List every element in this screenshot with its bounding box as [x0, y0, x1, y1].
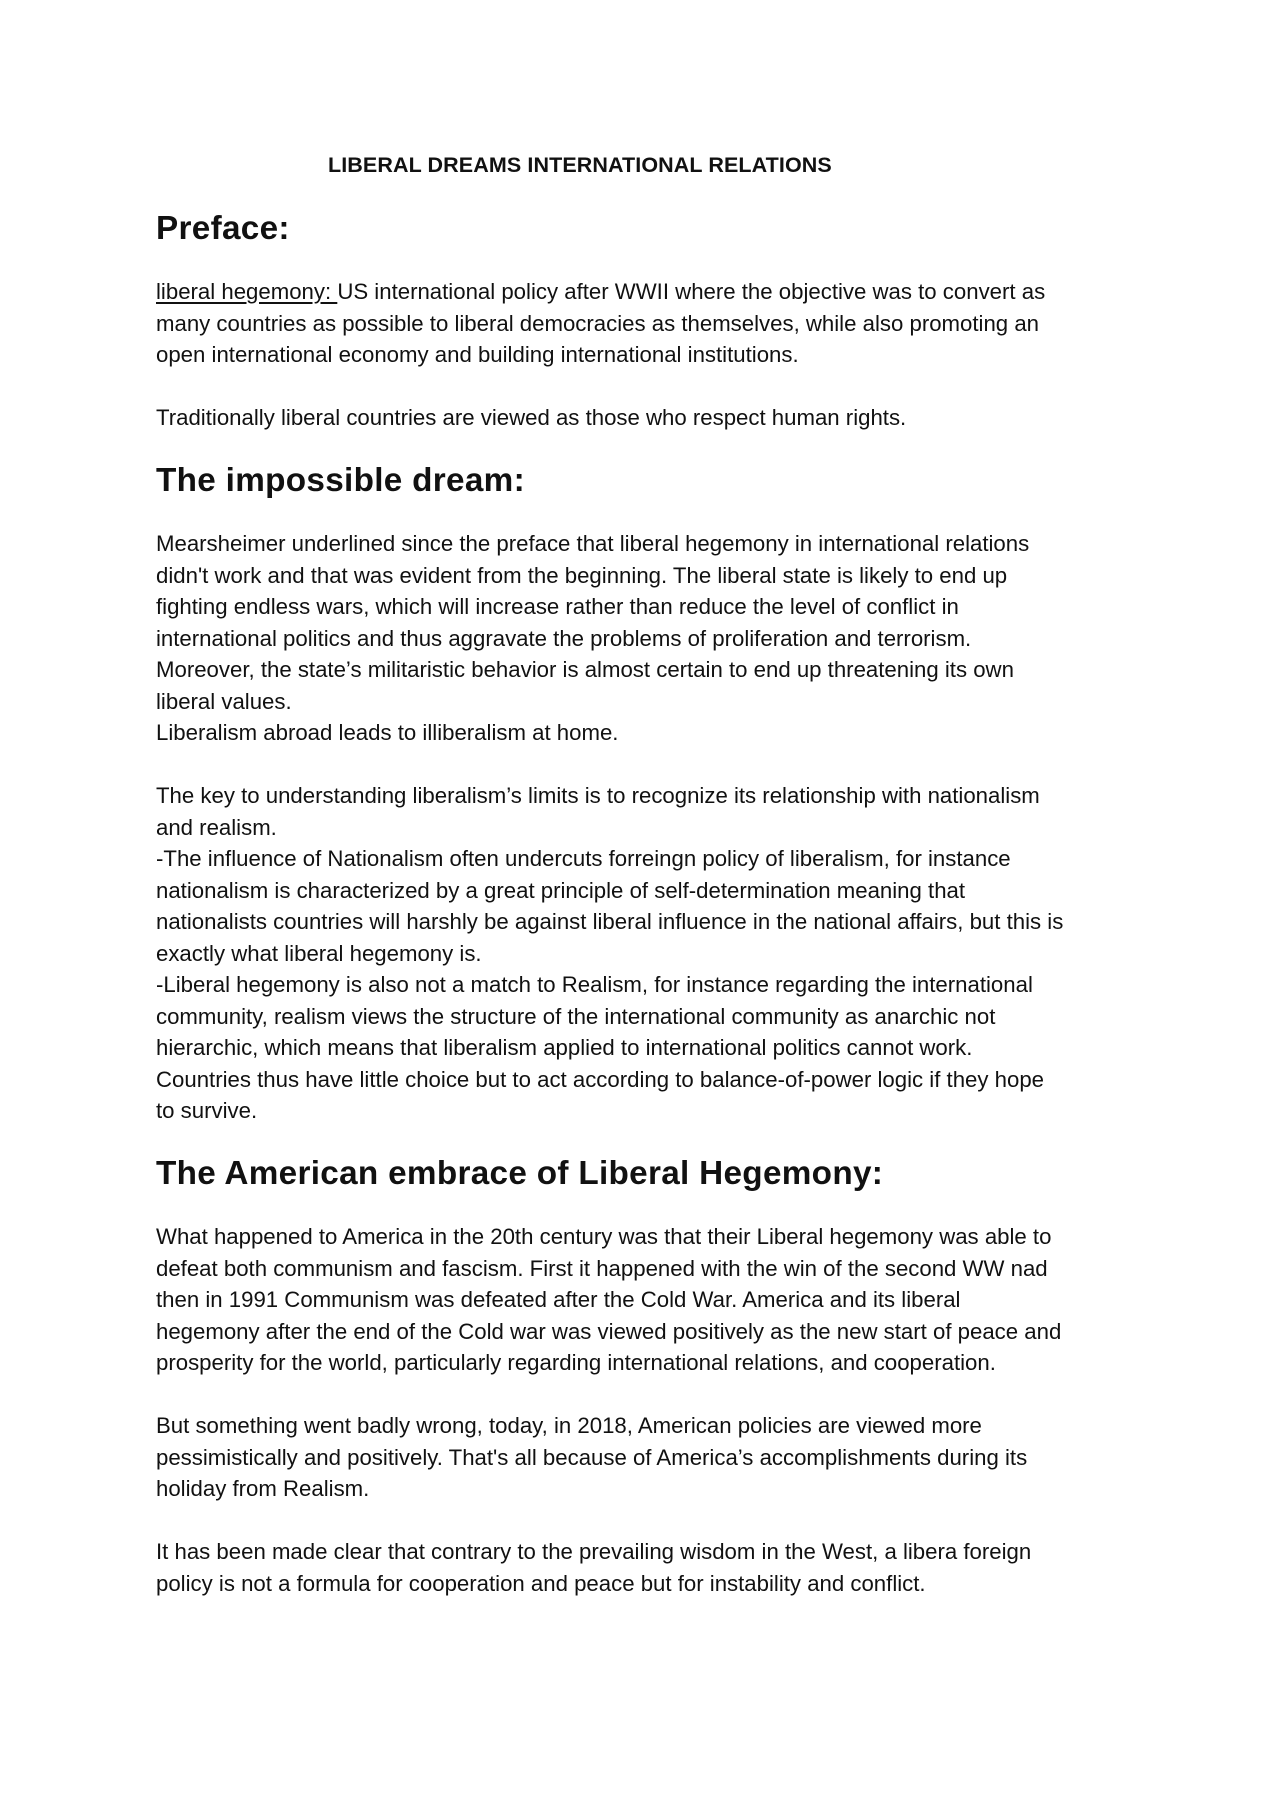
american-embrace-paragraph-1: What happened to America in the 20th century was that their Liberal hegemony was able to defeat both communism and fascism. First it happened with the win of the second WW nad then in 1991 Communism was defeated after the Cold War. America and its liberal hegemony after the end of the Cold war was viewed positively as the new start of peace and prosperity for the world, particularly regarding international relations, and cooperation. [156, 1224, 1062, 1375]
preface-paragraph-2: Traditionally liberal countries are viewed as those who respect human rights. [156, 405, 907, 430]
preface-definition-paragraph [156, 276, 1146, 371]
american-embrace-paragraph-2: But something went badly wrong, today, in 2018, American policies are viewed more pessimistically and positively. That's all because of America’s accomplishments during its holiday from Realism. [156, 1413, 1028, 1501]
preface-heading: Preface: [156, 210, 290, 247]
impossible-dream-paragraph-1: Mearsheimer underlined since the preface that liberal hegemony in international relations didn't work and that was evident from the beginning. The liberal state is likely to end up fighting endless wars, which will increase rather than reduce the level of conflict in international politics and thus aggravate the problems of proliferation and terrorism. Moreover, the state’s militaristic behavior is almost certain to end up threatening its own liberal values. Liberalism abroad leads to illiberalism at home. [156, 531, 1030, 745]
american-embrace-paragraph-3: It has been made clear that contrary to the prevailing wisdom in the West, a libera foreign policy is not a formula for cooperation and peace but for instability and conflict. [156, 1539, 1032, 1596]
american-embrace-heading: The American embrace of Liberal Hegemony: [156, 1155, 884, 1192]
impossible-dream-heading: The impossible dream: [156, 462, 525, 499]
definition-term: liberal hegemony: [156, 279, 338, 304]
document-title: LIBERAL DREAMS INTERNATIONAL RELATIONS [328, 153, 832, 177]
document-body [156, 150, 1146, 1599]
impossible-dream-paragraph-2: The key to understanding liberalism’s limits is to recognize its relationship with nationalism and realism. -The influence of Nationalism often undercuts forreingn policy of liberalism, for instance nationalism is characterized by a great principle of self-determination meaning that nationalists countries will harshly be against liberal influence in the national affairs, but this is exactly what liberal hegemony is. -Liberal hegemony is also not a match to Realism, for instance regarding the international community, realism views the structure of the international community as anarchic not hierarchic, which means that liberalism applied to international politics cannot work. Countries thus have little choice but to act according to balance-of-power logic if they hope to survive. [156, 783, 1064, 1123]
definition-text: US international policy after WWII where the objective was to convert as many countries as possible to liberal democracies as themselves, while also promoting an open international economy and building international institutions. [156, 279, 1046, 367]
